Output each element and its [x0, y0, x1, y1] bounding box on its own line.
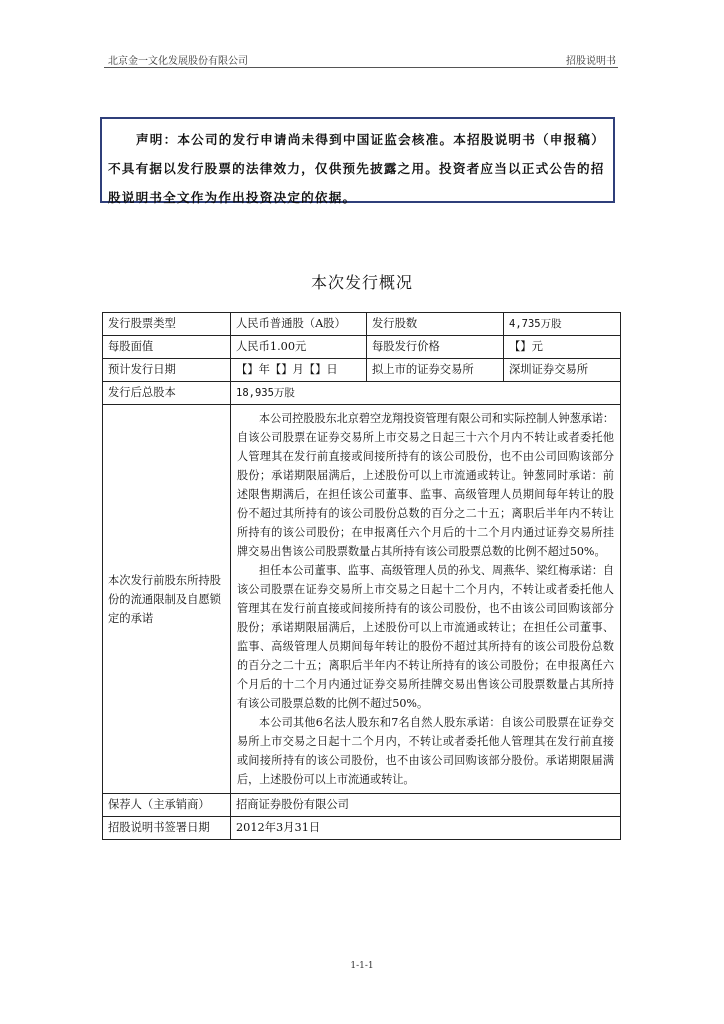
page-header	[108, 52, 616, 68]
header-doc-type: 招股说明书	[566, 56, 616, 67]
value-sign-date: 2012年3月31日	[231, 817, 621, 840]
table-row	[103, 336, 621, 359]
disclaimer-text: 声明：本公司的发行申请尚未得到中国证监会核准。本招股说明书（申报稿）不具有据以发行股票的法律效力，仅供预先披露之用。投资者应当以正式公告的招股说明书全文作为作出投资决定的依据。	[108, 132, 605, 205]
label-lockup-commitment: 本次发行前股东所持股份的流通限制及自愿锁定的承诺	[103, 405, 231, 794]
label-share-count: 发行股数	[367, 313, 504, 336]
label-par-value: 每股面值	[103, 336, 231, 359]
value-total-shares: 18,935万股	[231, 382, 621, 405]
label-total-shares: 发行后总股本	[103, 382, 231, 405]
value-issue-price: 【】元	[504, 336, 621, 359]
commitment-paragraph-1: 本公司控股股东北京碧空龙翔投资管理有限公司和实际控制人钟葱承诺：自该公司股票在证券交易所上市交易之日起三十六个月内不转让或者委托他人管理其在发行前直接或间接所持有的该公司股份，也不由公司回购该部分股份；承诺期限届满后，上述股份可以上市流通或转让。钟葱同时承诺：前述限售期满后，在担任该公司董事、监事、高级管理人员期间每年转让的股份不超过其所持有的该公司股份总数的百分之二十五；离职后半年内不转让所持有的该公司股份；在申报离任六个月后的十二个月内通过证券交易所挂牌交易出售该公司股票数量占其所持有该公司股票总数的比例不超过50%。	[237, 412, 615, 558]
value-exchange: 深圳证券交易所	[504, 359, 621, 382]
commitment-paragraph-3: 本公司其他6名法人股东和7名自然人股东承诺：自该公司股票在证券交易所上市交易之日起十二个月内，不转让或者委托他人管理其在发行前直接或间接所持有的该公司股份，也不由该公司回购该部分股份。承诺期限届满后，上述股份可以上市流通或转让。	[237, 716, 614, 786]
label-sign-date: 招股说明书签署日期	[103, 817, 231, 840]
value-par-value: 人民币1.00元	[231, 336, 367, 359]
page-number: 1-1-1	[350, 961, 374, 971]
page-title: 本次发行概况	[310, 273, 413, 292]
header-company: 北京金一文化发展股份有限公司	[108, 56, 248, 67]
disclaimer-box	[100, 117, 615, 203]
value-share-count: 4,735万股	[504, 313, 621, 336]
lockup-commitment-text	[231, 405, 621, 794]
table-row	[103, 817, 621, 840]
label-exchange: 拟上市的证券交易所	[367, 359, 504, 382]
offering-overview-table	[102, 312, 621, 840]
table-row	[103, 794, 621, 817]
commitment-paragraph-2: 担任本公司董事、监事、高级管理人员的孙戈、周燕华、梁红梅承诺：自该公司股票在证券交易所上市交易之日起十二个月内，不转让或者委托他人管理其在发行前直接或间接所持有的该公司股份，也不由该公司回购该部分股份；承诺期限届满后，上述股份可以上市流通或转让；在担任公司董事、监事、高级管理人员期间每年转让的股份不超过其所持有的该公司股份总数的百分之二十五；离职后半年内不转让所持有的该公司股份；在申报离任六个月后的十二个月内通过证券交易所挂牌交易出售该公司股票数量占其所持有该公司股票总数的比例不超过50%。	[237, 564, 615, 710]
label-share-type: 发行股票类型	[103, 313, 231, 336]
table-row	[103, 359, 621, 382]
value-sponsor: 招商证券股份有限公司	[231, 794, 621, 817]
label-issue-date: 预计发行日期	[103, 359, 231, 382]
label-issue-price: 每股发行价格	[367, 336, 504, 359]
header-rule	[104, 67, 618, 68]
value-issue-date: 【】年【】月【】日	[231, 359, 367, 382]
value-share-type: 人民币普通股（A股）	[231, 313, 367, 336]
table-row	[103, 313, 621, 336]
label-sponsor: 保荐人（主承销商）	[103, 794, 231, 817]
table-row	[103, 405, 621, 794]
table-row	[103, 382, 621, 405]
